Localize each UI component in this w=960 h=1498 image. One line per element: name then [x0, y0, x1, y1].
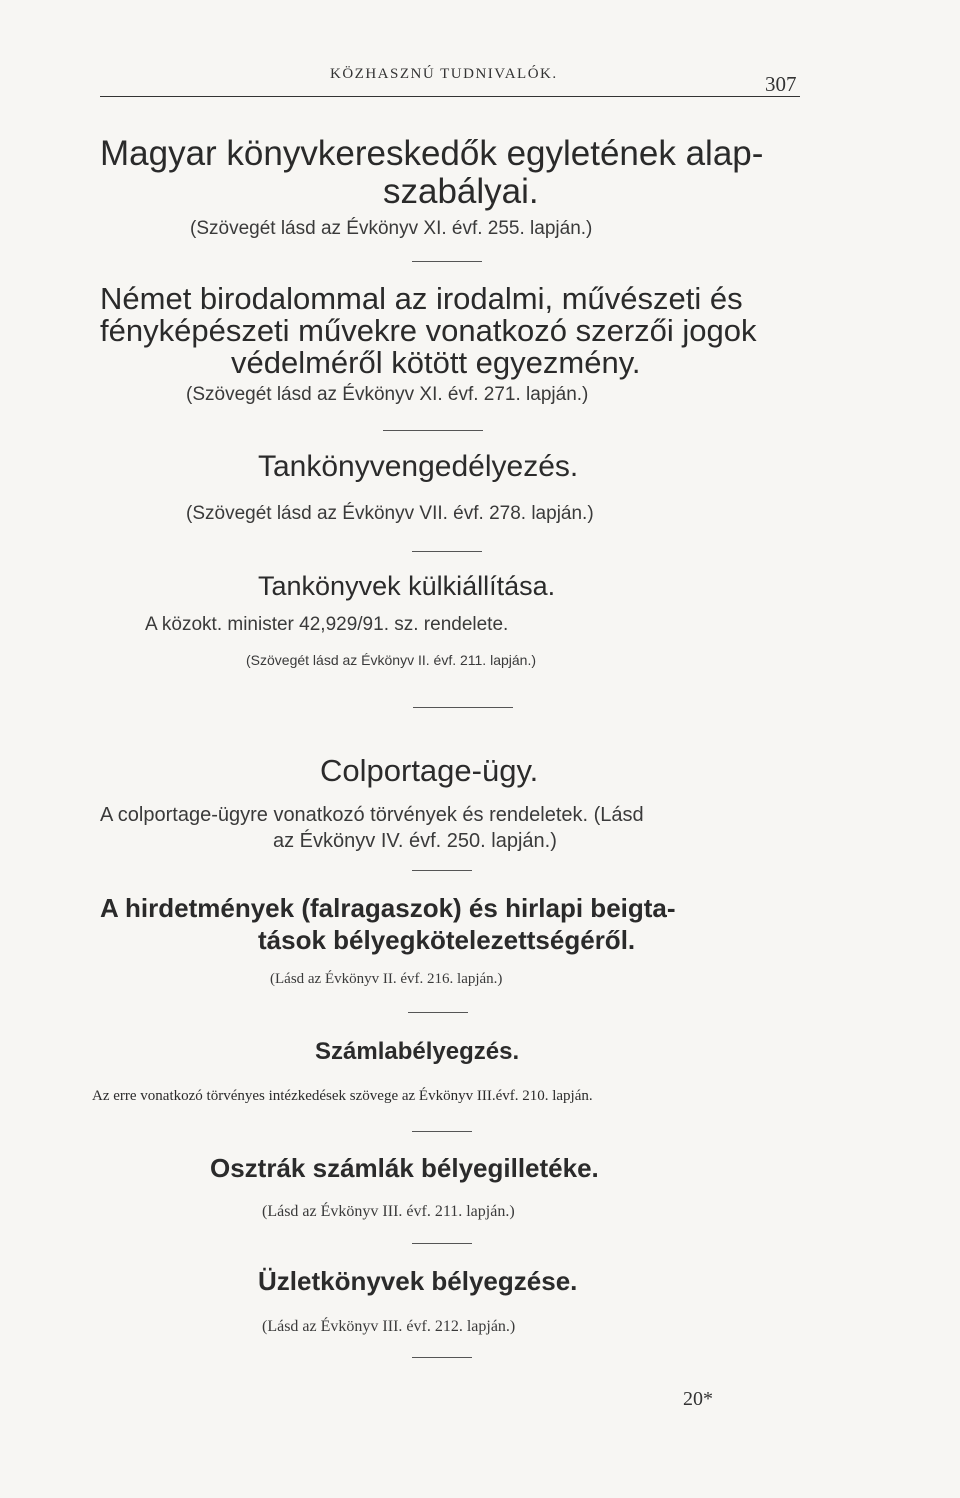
s5-title: Colportage-ügy.	[320, 753, 539, 788]
separator	[412, 261, 482, 262]
s8-title: Osztrák számlák bélyegilletéke.	[210, 1153, 599, 1183]
s7-title: Számlabélyegzés.	[315, 1038, 520, 1065]
s9-reference: (Lásd az Évkönyv III. évf. 212. lapján.)	[262, 1318, 516, 1335]
separator	[383, 430, 483, 431]
s5-text-line1: A colportage-ügyre vonatkozó törvények és rendeletek. (Lásd	[100, 804, 644, 826]
s2-reference: (Szövegét lásd az Évkönyv XI. évf. 271. lapján.)	[186, 384, 589, 405]
s8-reference: (Lásd az Évkönyv III. évf. 211. lapján.)	[262, 1203, 515, 1220]
s2-title-line2: fényképészeti művekre vonatkozó szerzői jogok	[100, 313, 757, 348]
separator	[412, 1357, 472, 1358]
s4-reference: (Szövegét lásd az Évkönyv II. évf. 211. lapján.)	[246, 652, 537, 668]
s9-title: Üzletkönyvek bélyegzése.	[258, 1266, 578, 1296]
s6-title-line2: tások bélyegkötelezettségéről.	[258, 925, 636, 955]
header-rule	[100, 96, 800, 97]
separator	[412, 870, 472, 871]
page-number: 307	[765, 72, 797, 96]
s5-text-line2: az Évkönyv IV. évf. 250. lapján.)	[273, 830, 557, 852]
separator	[412, 1131, 472, 1132]
s4-title: Tankönyvek külkiállítása.	[258, 571, 556, 601]
s6-reference: (Lásd az Évkönyv II. évf. 216. lapján.)	[270, 971, 503, 987]
separator	[412, 551, 482, 552]
separator	[413, 707, 513, 708]
s2-title-line1: Német birodalommal az irodalmi, művészeti és	[100, 281, 743, 316]
s4-subtitle: A közokt. minister 42,929/91. sz. rendelete.	[145, 614, 509, 635]
running-header: KÖZHASZNÚ TUDNIVALÓK.	[330, 66, 558, 82]
s1-title-line1: Magyar könyvkereskedők egyletének alap-	[100, 134, 764, 173]
s6-title-line1: A hirdetmények (falragaszok) és hirlapi beigta-	[100, 893, 676, 923]
s2-title-line3: védelméről kötött egyezmény.	[231, 345, 641, 380]
s3-reference: (Szövegét lásd az Évkönyv VII. évf. 278. lapján.)	[186, 503, 594, 524]
s7-text: Az erre vonatkozó törvényes intézkedések szövege az Évkönyv III.évf. 210. lapján.	[92, 1088, 593, 1104]
separator	[408, 1012, 468, 1013]
s1-title-line2: szabályai.	[383, 172, 539, 211]
signature-mark: 20*	[683, 1388, 713, 1410]
separator	[412, 1243, 472, 1244]
s1-reference: (Szövegét lásd az Évkönyv XI. évf. 255. lapján.)	[190, 218, 593, 239]
s3-title: Tankönyvengedélyezés.	[258, 450, 579, 483]
